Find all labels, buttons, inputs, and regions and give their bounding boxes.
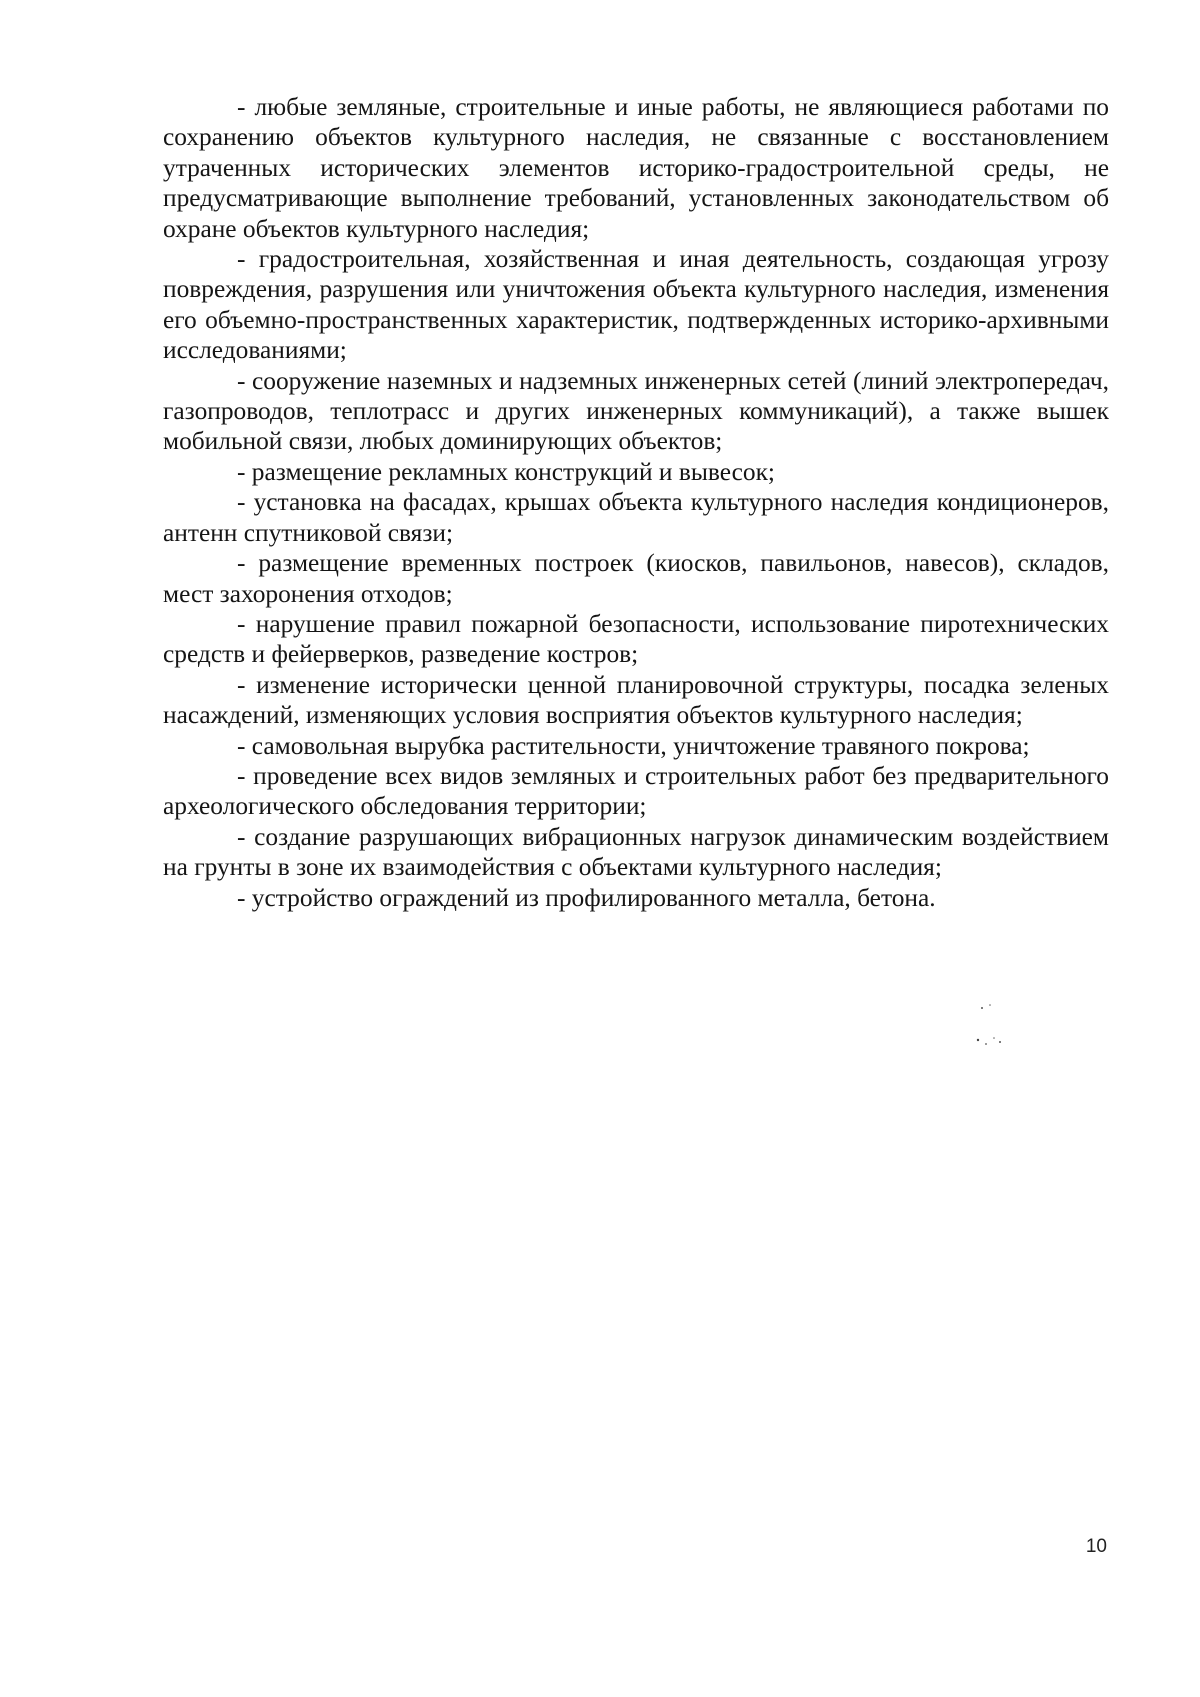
paragraph-engineering-networks: - сооружение наземных и надземных инженерных сетей (линий электропередач, газопроводов, теплотрасс и других инженерных коммуникаций), а также вышек мобильной связи, любых доминирующих объектов; <box>163 366 1109 456</box>
paragraph-vegetation: - самовольная вырубка растительности, уничтожение травяного покрова; <box>237 731 1030 760</box>
paragraph-archaeology: - проведение всех видов земляных и строительных работ без предварительного археологического обследования территории; <box>163 761 1109 821</box>
paragraph-fire-safety: - нарушение правил пожарной безопасности, использование пиротехнических средств и фейерверков, разведение костров; <box>163 609 1109 669</box>
paragraph-advertising: - размещение рекламных конструкций и вывесок; <box>237 457 775 486</box>
paragraph-facade-equipment: - установка на фасадах, крышах объекта культурного наследия кондиционеров, антенн спутниковой связи; <box>163 488 1109 547</box>
scan-specks <box>960 1000 1020 1060</box>
page-number: 10 <box>1085 1536 1107 1557</box>
paragraph-temporary-buildings: - размещение временных построек (киосков, павильонов, навесов), складов, мест захоронения отходов; <box>163 549 1109 608</box>
paragraph-planning-structure: - изменение исторически ценной планировочной структуры, посадка зеленых насаждений, изменяющих условия восприятия объектов культурного наследия; <box>163 670 1109 730</box>
paragraph-urban-activity: - градостроительная, хозяйственная и иная деятельность, создающая угрозу повреждения, разрушения или уничтожения объекта культурного наследия, изменения его объемно-пространственных характеристик, подтвержденных историко-архивными исследованиями; <box>163 245 1109 365</box>
document-body <box>163 92 1109 913</box>
paragraph-fencing: - устройство ограждений из профилированного металла, бетона. <box>237 883 936 912</box>
paragraph-earthworks: - любые земляные, строительные и иные работы, не являющиеся работами по сохранению объектов культурного наследия, не связанные с восстановлением утраченных исторических элементов историко-градостроительной среды, не предусматривающие выполнение требований, установленных законодательством об охране объектов культурного наследия; <box>163 93 1109 243</box>
paragraph-vibration: - создание разрушающих вибрационных нагрузок динамическим воздействием на грунты в зоне их взаимодействия с объектами культурного наследия; <box>163 822 1109 882</box>
